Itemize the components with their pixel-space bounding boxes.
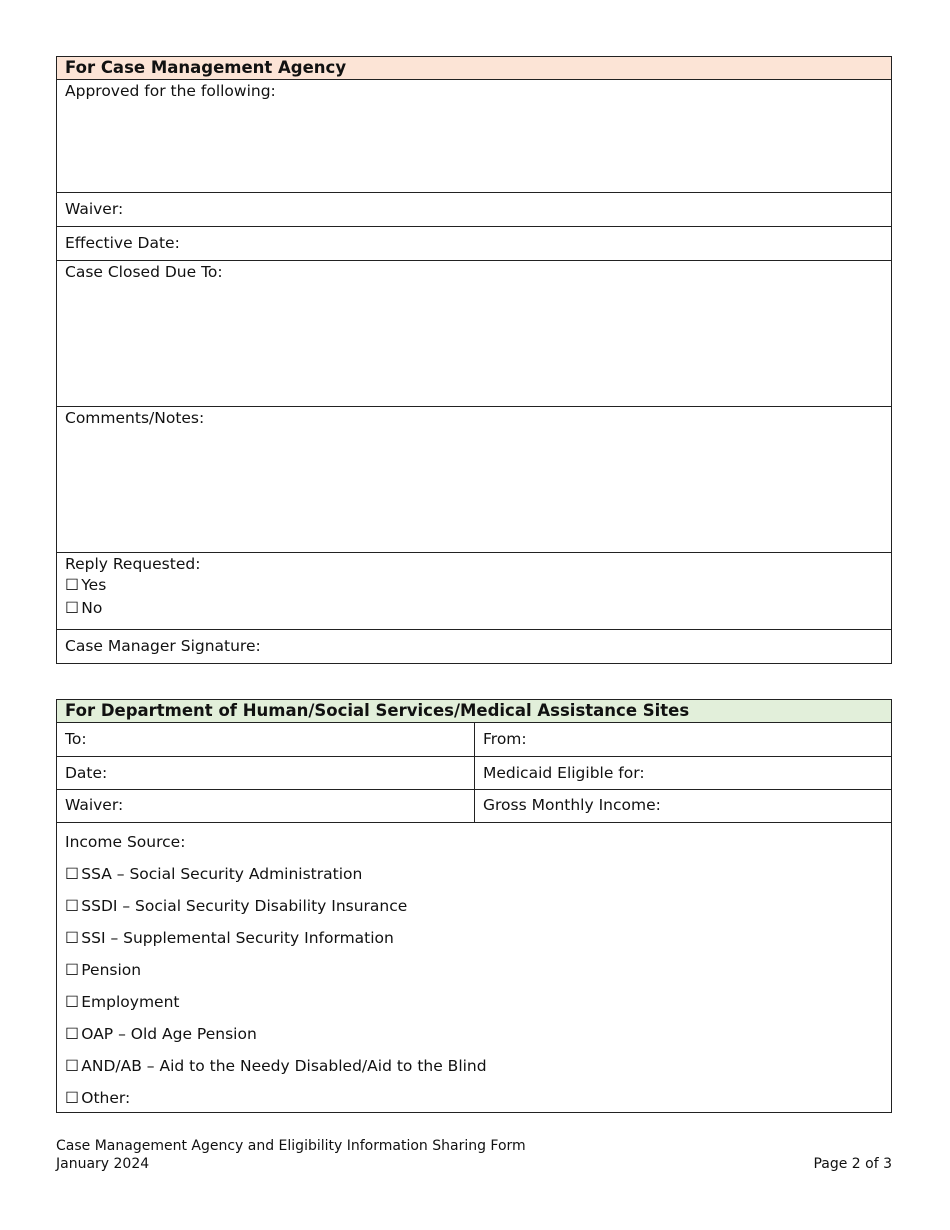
footer-page-number: Page 2 of 3 xyxy=(813,1156,892,1172)
from-field[interactable] xyxy=(474,723,891,756)
waiver-income-row xyxy=(57,789,891,822)
income-option-label: Employment xyxy=(81,993,180,1011)
checkbox-icon[interactable]: ☐ xyxy=(65,993,79,1011)
checkbox-icon[interactable]: ☐ xyxy=(65,929,79,947)
dhs-table xyxy=(56,699,892,1113)
case-manager-signature-label: Case Manager Signature: xyxy=(65,637,261,655)
reply-no-label: No xyxy=(81,599,103,617)
gross-income-field[interactable] xyxy=(474,790,891,822)
income-option-label: SSA – Social Security Administration xyxy=(81,865,363,883)
income-option-label: OAP – Old Age Pension xyxy=(81,1025,257,1043)
date-medicaid-row xyxy=(57,756,891,789)
checkbox-icon[interactable]: ☐ xyxy=(65,1025,79,1043)
checkbox-icon[interactable]: ☐ xyxy=(65,1089,79,1107)
medicaid-eligible-label: Medicaid Eligible for: xyxy=(483,764,645,782)
income-source-field xyxy=(57,822,891,1112)
to-label: To: xyxy=(65,730,87,748)
income-option-label: SSDI – Social Security Disability Insurance xyxy=(81,897,408,915)
reply-yes-option[interactable] xyxy=(65,574,883,597)
income-option-label: Other: xyxy=(81,1089,131,1107)
comments-notes-field[interactable] xyxy=(57,406,891,552)
reply-requested-field xyxy=(57,552,891,629)
footer-date: January 2024 xyxy=(56,1156,150,1172)
gross-income-label: Gross Monthly Income: xyxy=(483,796,661,814)
reply-no-option[interactable] xyxy=(65,597,883,620)
income-option-label: AND/AB – Aid to the Needy Disabled/Aid to the Blind xyxy=(81,1057,487,1075)
date-label: Date: xyxy=(65,764,108,782)
income-option-and-ab[interactable] xyxy=(65,1050,883,1082)
reply-yes-label: Yes xyxy=(81,576,107,594)
income-option-label: Pension xyxy=(81,961,142,979)
cma-waiver-field[interactable] xyxy=(57,192,891,226)
approved-for-field[interactable] xyxy=(57,79,891,192)
income-option-oap[interactable] xyxy=(65,1018,883,1050)
from-label: From: xyxy=(483,730,527,748)
income-option-ssi[interactable] xyxy=(65,922,883,954)
dhs-header: For Department of Human/Social Services/Medical Assistance Sites xyxy=(57,700,891,722)
income-option-employment[interactable] xyxy=(65,986,883,1018)
date-field[interactable] xyxy=(57,757,474,789)
checkbox-icon[interactable]: ☐ xyxy=(65,576,79,594)
checkbox-icon[interactable]: ☐ xyxy=(65,865,79,883)
case-management-agency-table xyxy=(56,56,892,664)
checkbox-icon[interactable]: ☐ xyxy=(65,1057,79,1075)
income-option-ssa[interactable] xyxy=(65,858,883,890)
dhs-waiver-label: Waiver: xyxy=(65,796,124,814)
income-source-label: Income Source: xyxy=(65,833,186,851)
footer-form-title: Case Management Agency and Eligibility Information Sharing Form xyxy=(56,1138,526,1154)
income-option-other[interactable] xyxy=(65,1082,883,1114)
comments-notes-label: Comments/Notes: xyxy=(65,409,205,427)
case-closed-field[interactable] xyxy=(57,260,891,406)
checkbox-icon[interactable]: ☐ xyxy=(65,961,79,979)
approved-for-label: Approved for the following: xyxy=(65,82,276,100)
effective-date-label: Effective Date: xyxy=(65,234,180,252)
cma-header: For Case Management Agency xyxy=(57,57,891,79)
checkbox-icon[interactable]: ☐ xyxy=(65,897,79,915)
to-from-row xyxy=(57,722,891,756)
dhs-waiver-field[interactable] xyxy=(57,790,474,822)
page-footer xyxy=(56,1137,892,1173)
to-field[interactable] xyxy=(57,723,474,756)
case-closed-label: Case Closed Due To: xyxy=(65,263,223,281)
checkbox-icon[interactable]: ☐ xyxy=(65,599,79,617)
income-option-pension[interactable] xyxy=(65,954,883,986)
case-manager-signature-field[interactable] xyxy=(57,629,891,663)
effective-date-field[interactable] xyxy=(57,226,891,260)
income-option-ssdi[interactable] xyxy=(65,890,883,922)
cma-waiver-label: Waiver: xyxy=(65,200,124,218)
income-option-label: SSI – Supplemental Security Information xyxy=(81,929,394,947)
reply-requested-label: Reply Requested: xyxy=(65,555,201,573)
medicaid-eligible-field[interactable] xyxy=(474,757,891,789)
